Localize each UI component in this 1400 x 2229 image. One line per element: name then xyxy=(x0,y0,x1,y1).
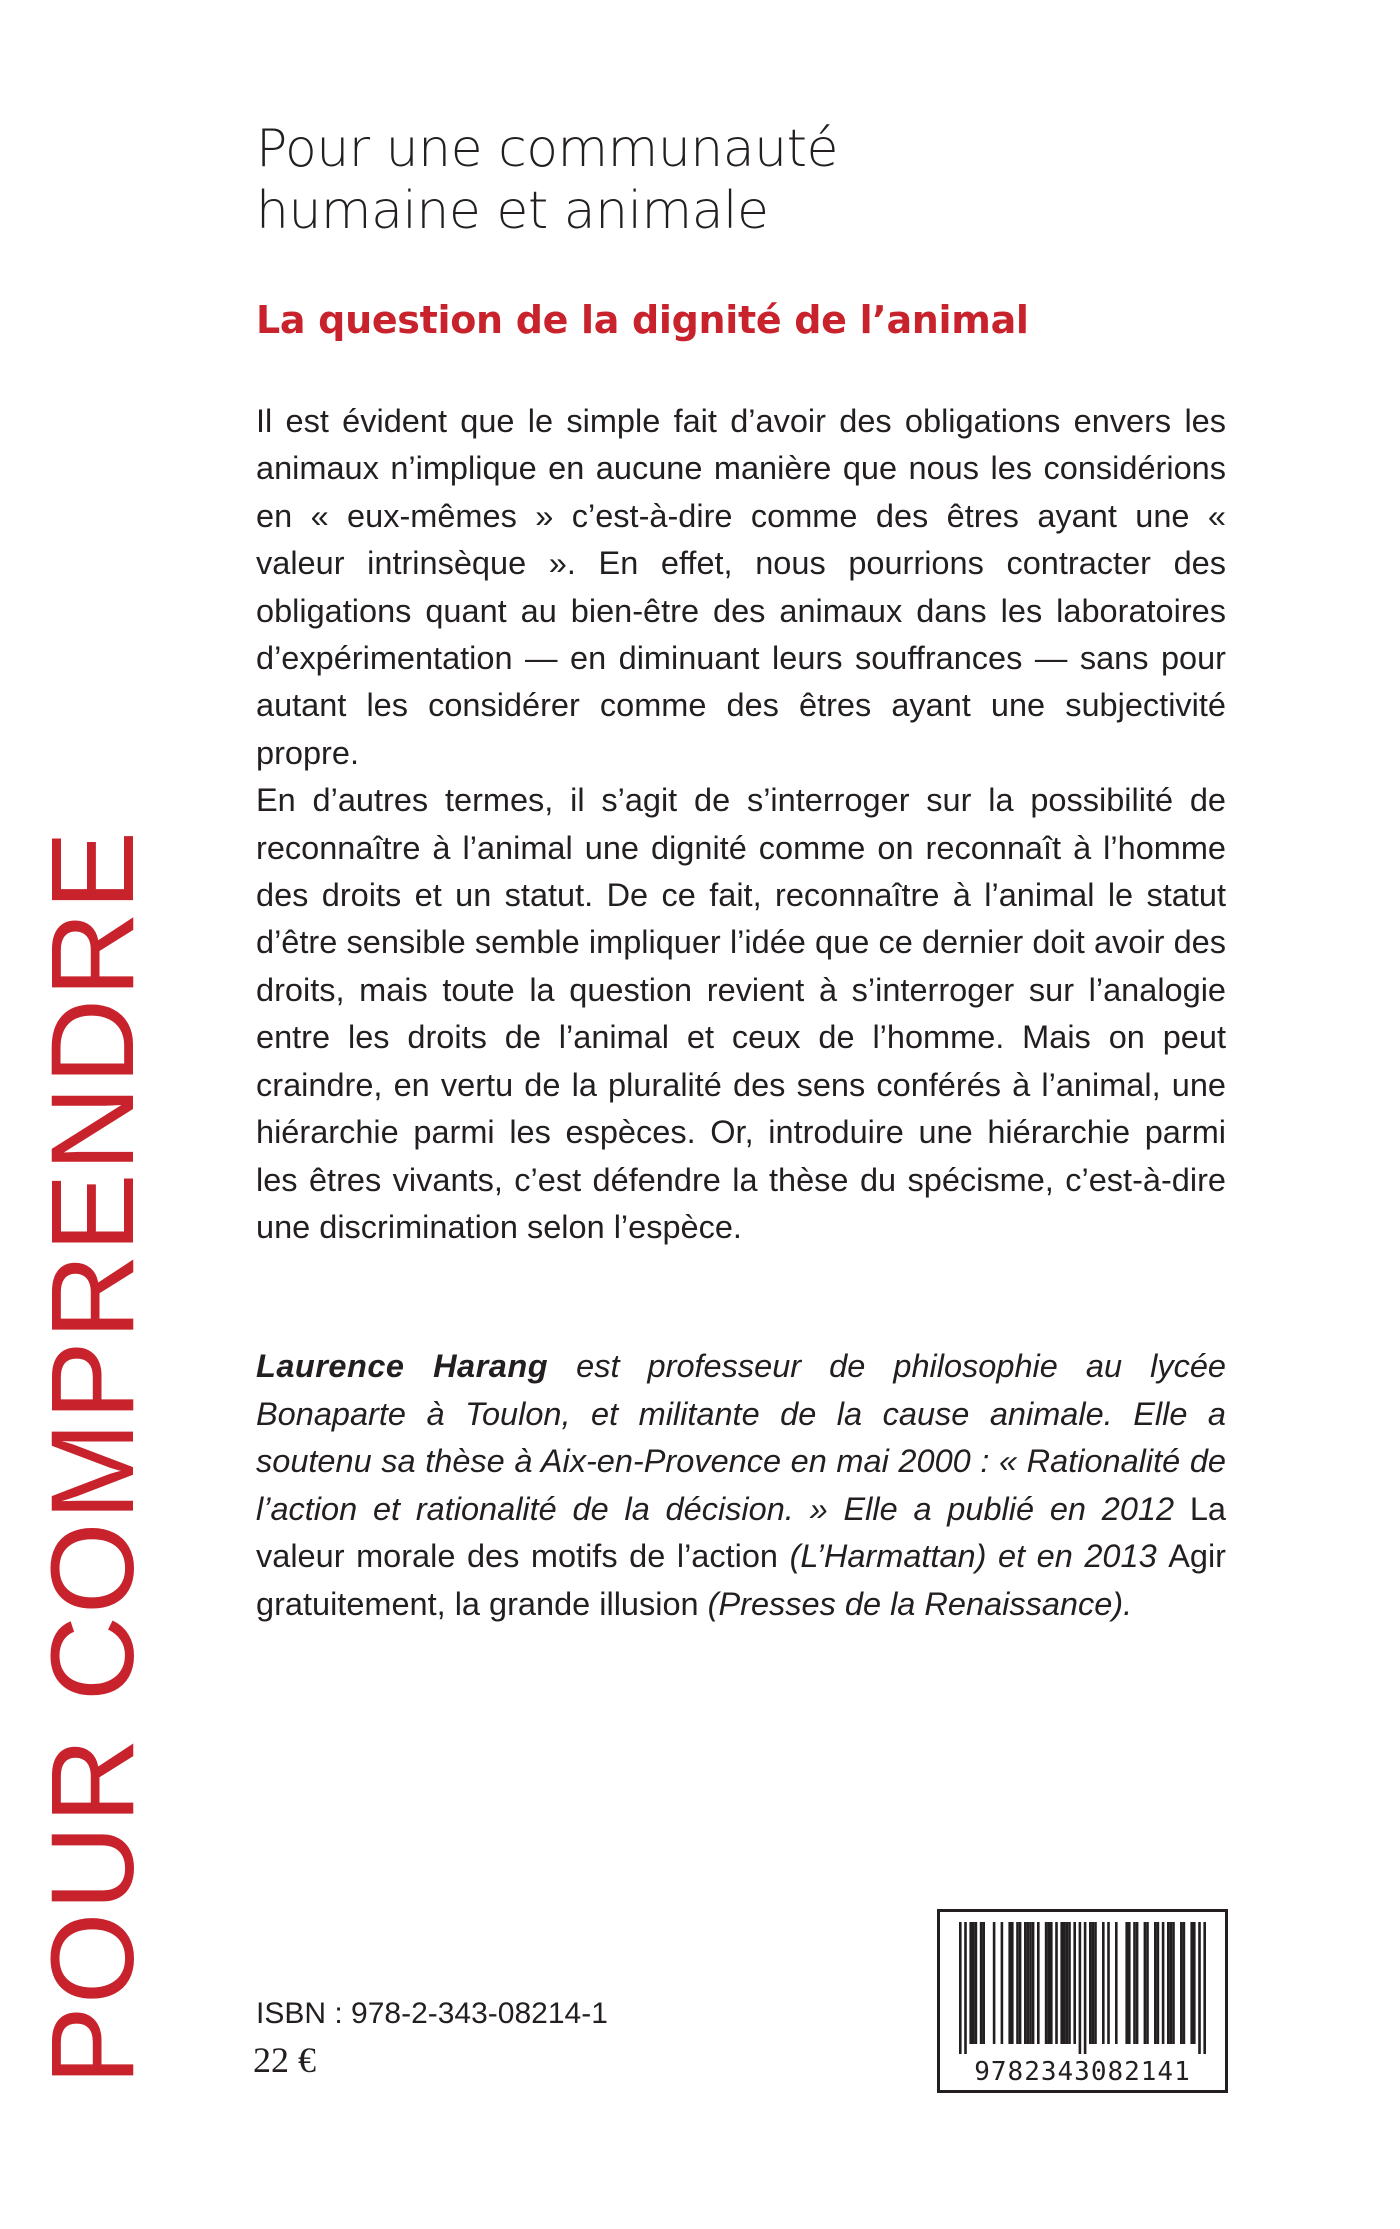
barcode-bar xyxy=(1032,1922,1035,2044)
barcode-bar xyxy=(1170,1922,1173,2044)
barcode-bar xyxy=(1008,1922,1011,2044)
barcode-bar xyxy=(1136,1922,1139,2044)
barcode-bar xyxy=(972,1922,975,2044)
barcode-bar xyxy=(1107,1922,1110,2044)
barcode-bar xyxy=(1115,1922,1118,2044)
author-bio-text-2: (L’Harmattan) et en 2013 xyxy=(778,1538,1169,1574)
barcode-bar xyxy=(1045,1922,1048,2044)
barcode-bar xyxy=(975,1922,978,2044)
barcode-bar xyxy=(1193,1922,1196,2044)
book-title-line-2: humaine et animale xyxy=(256,181,769,241)
barcode-bar xyxy=(1037,1922,1040,2044)
barcode-bar xyxy=(1011,1922,1014,2044)
book-title-line-1: Pour une communauté xyxy=(256,119,838,179)
barcode-bar xyxy=(964,1922,967,2054)
author-book-2-title: Agir gratuitement, la grande illusion xyxy=(256,1538,1226,1622)
barcode-bar xyxy=(1102,1922,1105,2044)
barcode-bar xyxy=(1066,1922,1069,2044)
barcode-bar xyxy=(1016,1922,1019,2044)
barcode-bar xyxy=(1203,1922,1206,2054)
barcode-bar xyxy=(1128,1922,1131,2044)
author-bio-text-3: (Presses de la Renaissance). xyxy=(698,1585,1133,1622)
barcode-bar xyxy=(1183,1922,1186,2044)
barcode-bar xyxy=(969,1922,972,2044)
barcode-bar xyxy=(1092,1922,1095,2044)
barcode-bar xyxy=(1024,1922,1027,2044)
price-label: 22 € xyxy=(253,2040,316,2080)
summary-text xyxy=(256,398,1226,1251)
barcode-bar xyxy=(1094,1922,1097,2044)
book-subtitle: La question de la dignité de l’animal xyxy=(256,298,1029,342)
barcode-bar xyxy=(1162,1922,1165,2044)
barcode-bar xyxy=(1063,1922,1066,2044)
barcode-bar xyxy=(1019,1922,1022,2044)
author-book-1-title: La valeur morale des motifs de l’action xyxy=(256,1490,1226,1574)
barcode-bar xyxy=(1157,1922,1160,2044)
series-name-vertical: POUR COMPRENDRE xyxy=(27,829,159,2085)
barcode-bar xyxy=(980,1922,983,2044)
book-title xyxy=(256,118,838,242)
barcode-bar xyxy=(1047,1922,1050,2044)
barcode-bar xyxy=(1084,1922,1087,2054)
summary-paragraph-1: Il est évident que le simple fait d’avoir des obligations envers les animaux n’implique en aucune manière que nous les considérions en « eux-mêmes » c’est-à-dire comme des êtres ayant une « valeur intrinsèque ». En effet, nous pourrions contracter des obligations quant au bien-être des animaux dans les laboratoires d’expérimentation — en diminuant leurs souffrances — sans pour autant les considérer comme des êtres ayant une subjectivité propre. xyxy=(256,403,1226,771)
barcode-bar xyxy=(1180,1922,1183,2044)
author-bio xyxy=(256,1343,1226,1628)
barcode-bar xyxy=(1027,1922,1030,2044)
summary-paragraph-2: En d’autres termes, il s’agit de s’interroger sur la possibilité de reconnaître à l’animal une dignité comme on reconnaît à l’homme des droits et un statut. De ce fait, reconnaître à l’animal le statut d’être sensible semble impliquer l’idée que ce dernier doit avoir des droits, mais toute la question revient à s’interroger sur l’analogie entre les droits de l’animal et ceux de l’homme. Mais on peut craindre, en vertu de la pluralité des sens conférés à l’animal, une hiérarchie parmi les espèces. Or, introduire une hiérarchie parmi les êtres vivants, c’est défendre la thèse du spécisme, c’est-à-dire une discrimination selon l’espèce. xyxy=(256,782,1226,1245)
barcode-bar xyxy=(1154,1922,1157,2044)
barcode-bar xyxy=(1172,1922,1175,2044)
barcode-bar xyxy=(1050,1922,1053,2044)
barcode-bar xyxy=(1133,1922,1136,2044)
barcode-bar xyxy=(1167,1922,1170,2044)
barcode-digits: 9782343082141 xyxy=(974,2057,1191,2087)
barcode-bar xyxy=(1060,1922,1063,2044)
barcode-bar xyxy=(1125,1922,1128,2044)
barcode-bar xyxy=(1079,1922,1082,2054)
barcode-bar xyxy=(1190,1922,1193,2044)
barcode-bar xyxy=(959,1922,962,2054)
barcode-bar xyxy=(1068,1922,1071,2044)
barcode-bar xyxy=(1089,1922,1092,2044)
isbn-label: ISBN : 978-2-343-08214-1 xyxy=(256,1997,608,2030)
barcode-bar xyxy=(1001,1922,1004,2044)
barcode-bar xyxy=(1029,1922,1032,2044)
barcode-bar xyxy=(1055,1922,1058,2044)
author-name: Laurence Harang xyxy=(256,1348,549,1384)
barcode-bar xyxy=(1144,1922,1147,2044)
barcode-bar xyxy=(1073,1922,1076,2044)
barcode-bar xyxy=(982,1922,985,2044)
barcode-bar xyxy=(993,1922,996,2044)
barcode-bar xyxy=(1146,1922,1149,2044)
barcode-bar xyxy=(1198,1922,1201,2054)
author-bio-text-1: est professeur de philosophie au lycée Bonaparte à Toulon, et militante de la cause animale. Elle a soutenu sa thèse à Aix-en-Provence en mai 2000 : « Rationalité de l’action et rationalité de la décision. » Elle a publié en 2012 xyxy=(256,1348,1226,1527)
barcode xyxy=(940,1912,1225,2090)
